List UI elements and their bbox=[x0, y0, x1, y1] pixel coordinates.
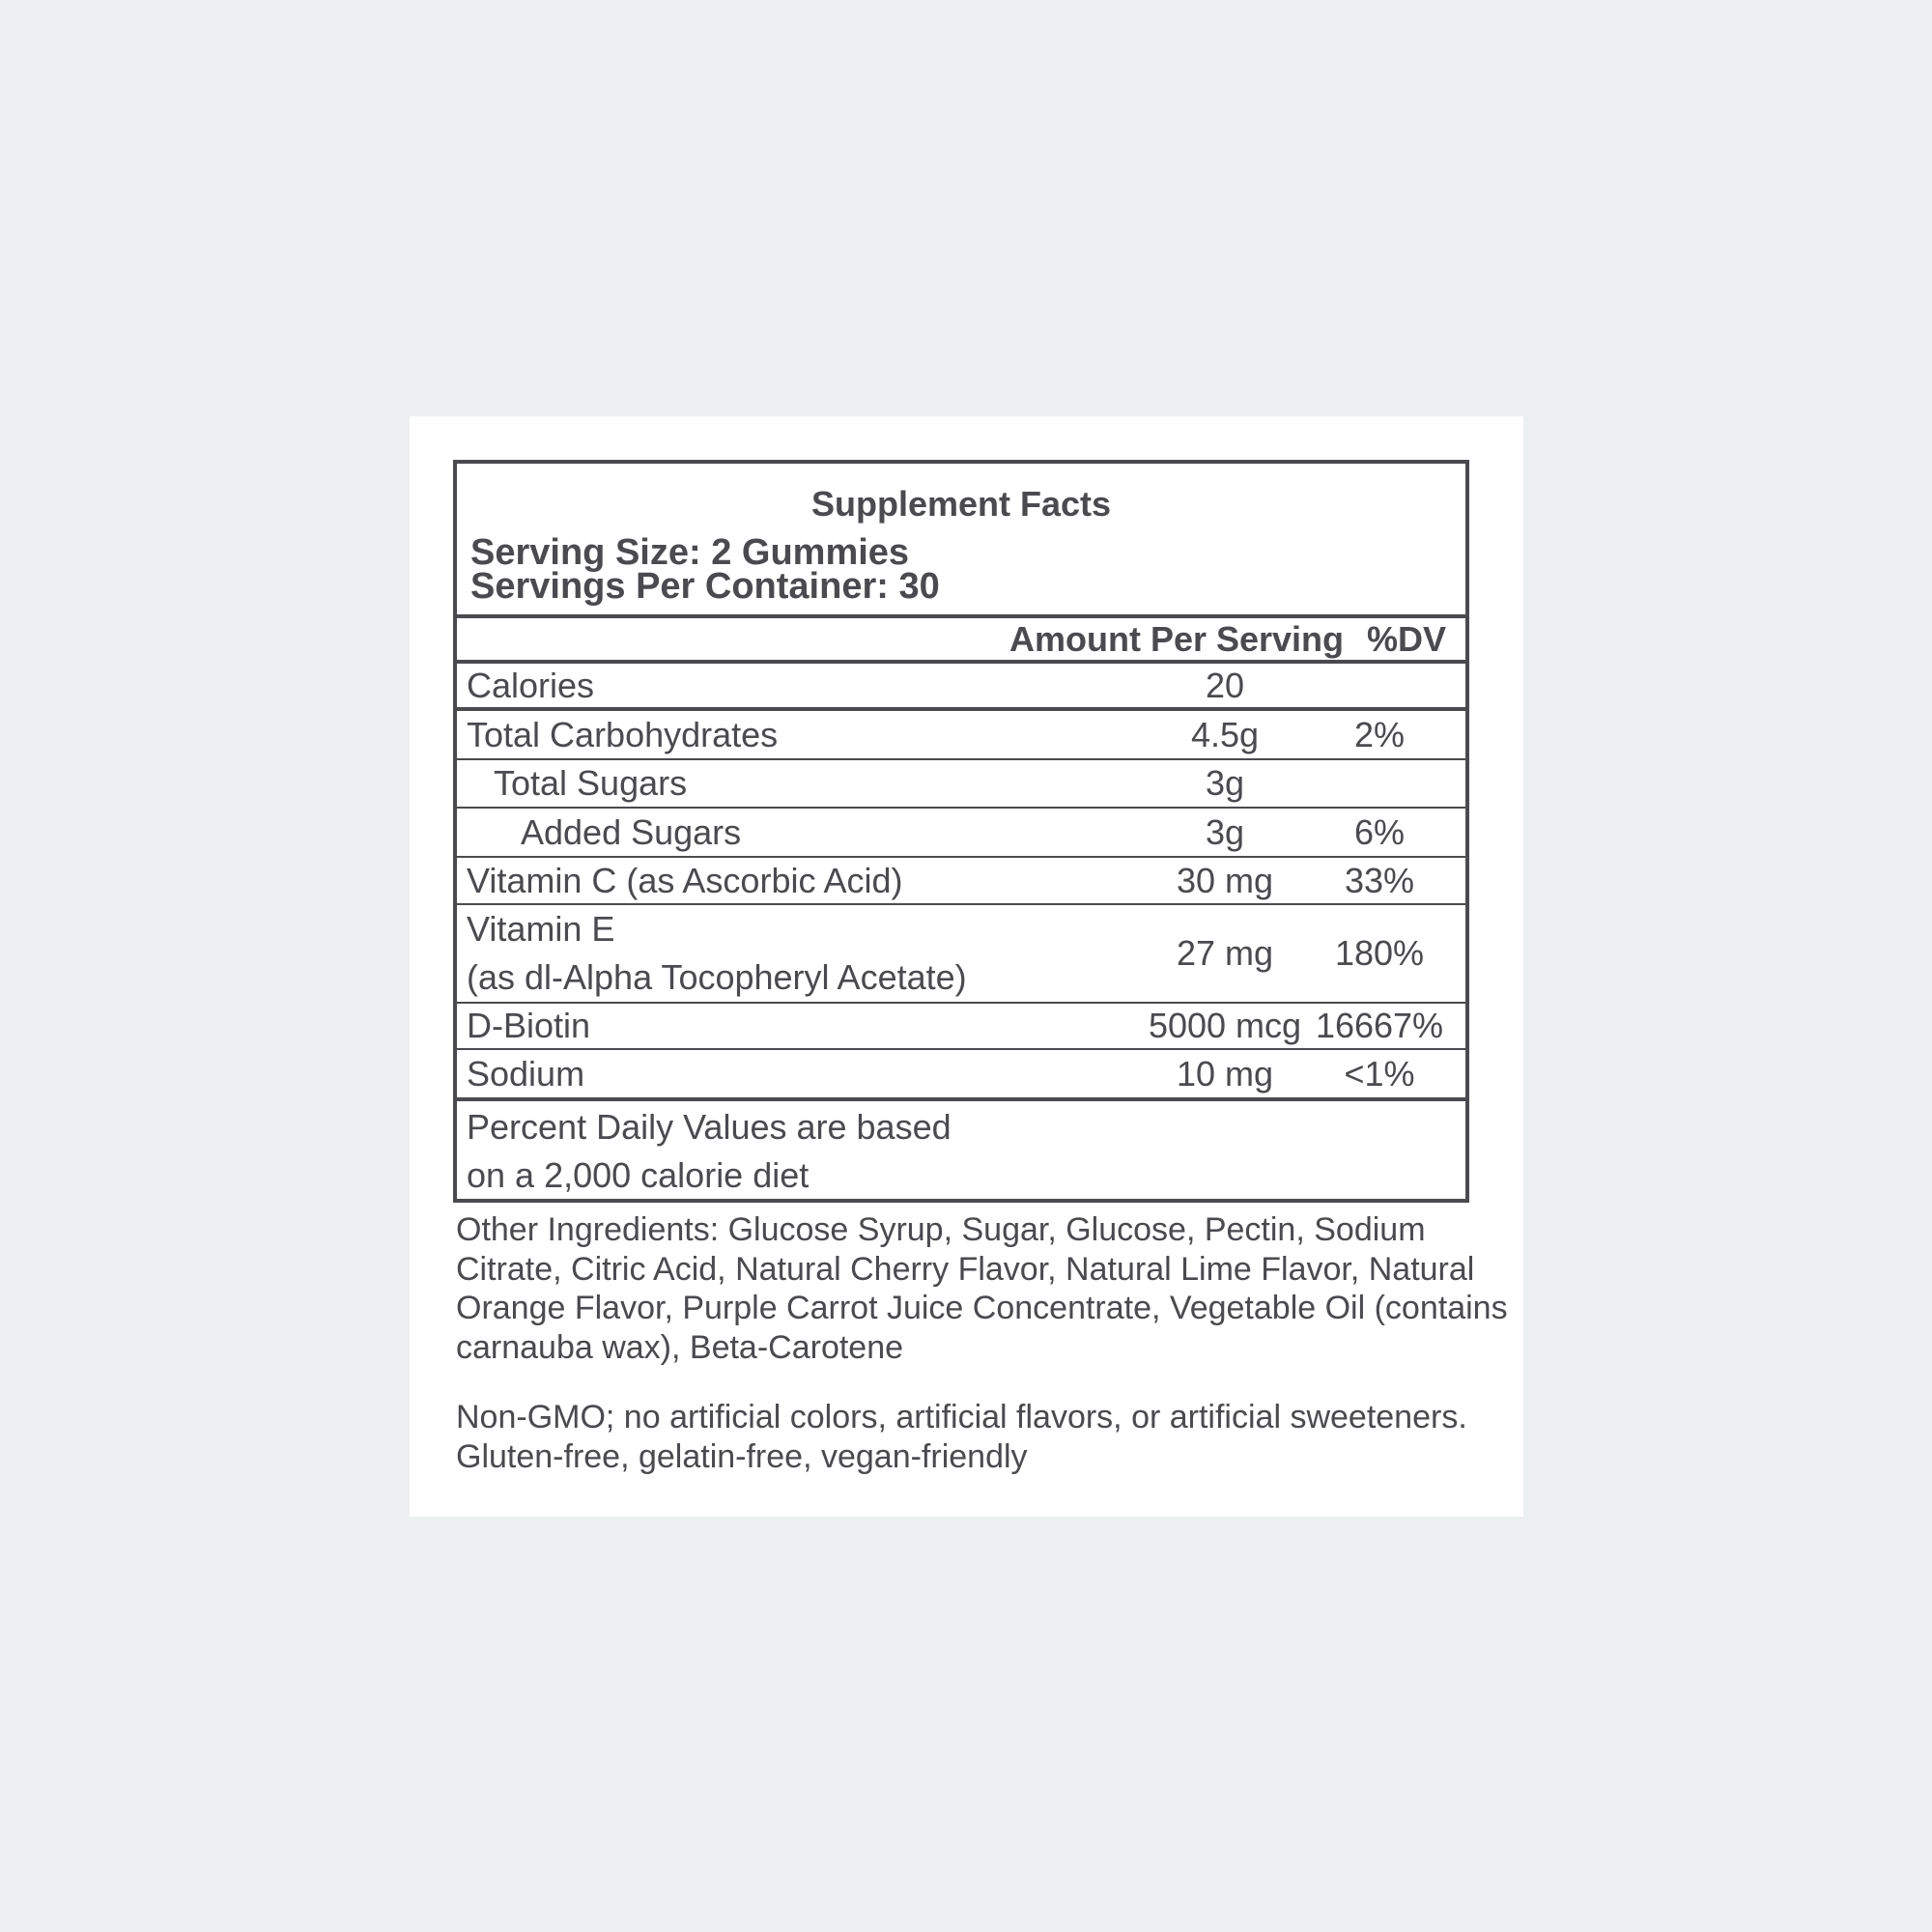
claims-line: Non-GMO; no artificial colors, artificial flavors, or artificial sweeteners. bbox=[456, 1399, 1467, 1435]
nutrient-name: Calories bbox=[467, 665, 595, 705]
nutrient-name: Sodium bbox=[467, 1053, 585, 1094]
nutrient-dv bbox=[1297, 664, 1462, 707]
nutrient-name-detail: (as dl-Alpha Tocopheryl Acetate) bbox=[467, 957, 967, 997]
facts-header bbox=[457, 464, 1465, 618]
claims-line: Gluten-free, gelatin-free, vegan-friendly bbox=[456, 1437, 1028, 1475]
label-card bbox=[410, 416, 1523, 1517]
nutrient-dv: 180% bbox=[1334, 933, 1425, 973]
nutrient-amount: 5000 mcg bbox=[1148, 1006, 1302, 1045]
supplement-facts-table bbox=[453, 460, 1469, 1203]
servings-per-container: Servings Per Container: 30 bbox=[470, 566, 940, 607]
footnote-line: Percent Daily Values are based bbox=[467, 1107, 952, 1147]
table-row bbox=[457, 1004, 1465, 1050]
footnote-line: on a 2,000 calorie diet bbox=[467, 1155, 810, 1195]
nutrient-name-line: Vitamin E bbox=[467, 909, 615, 949]
nutrient-dv: 16667% bbox=[1315, 1006, 1444, 1045]
table-row bbox=[457, 664, 1465, 711]
nutrient-dv: 33% bbox=[1344, 860, 1415, 900]
nutrient-name: Total Sugars bbox=[494, 763, 688, 803]
nutrient-name: Total Carbohydrates bbox=[467, 714, 779, 754]
nutrient-amount: 30 mg bbox=[1176, 860, 1274, 900]
nutrient-name: Vitamin C (as Ascorbic Acid) bbox=[467, 860, 903, 900]
table-row bbox=[457, 1050, 1465, 1101]
table-row bbox=[457, 760, 1465, 809]
ingredients-line: Orange Flavor, Purple Carrot Juice Concentrate, Vegetable Oil (contains bbox=[456, 1290, 1508, 1326]
daily-value-footnote bbox=[457, 1101, 1465, 1199]
table-row bbox=[457, 711, 1465, 760]
nutrient-amount: 3g bbox=[1205, 811, 1245, 852]
nutrient-dv: 6% bbox=[1353, 811, 1406, 852]
table-row bbox=[457, 809, 1465, 858]
table-row bbox=[457, 905, 1465, 1004]
nutrient-amount: 4.5g bbox=[1190, 714, 1260, 754]
nutrient-name: D-Biotin bbox=[467, 1006, 591, 1045]
serving-size: Serving Size: 2 Gummies bbox=[470, 532, 910, 573]
nutrient-amount: 10 mg bbox=[1176, 1053, 1274, 1094]
nutrient-dv: <1% bbox=[1344, 1053, 1415, 1094]
nutrient-dv: 2% bbox=[1353, 714, 1406, 754]
nutrient-amount: 27 mg bbox=[1176, 933, 1274, 973]
ingredients-line: Citrate, Citric Acid, Natural Cherry Flavor, Natural Lime Flavor, Natural bbox=[456, 1250, 1475, 1288]
ingredients-line: carnauba wax), Beta-Carotene bbox=[456, 1328, 904, 1366]
other-ingredients bbox=[456, 1210, 1508, 1367]
nutrient-amount: 20 bbox=[1205, 665, 1245, 705]
nutrient-amount: 3g bbox=[1205, 763, 1245, 803]
amount-column-header: Amount Per Serving bbox=[1009, 618, 1345, 659]
ingredients-line: Other Ingredients: Glucose Syrup, Sugar, Glucose, Pectin, Sodium bbox=[456, 1211, 1426, 1248]
nutrient-name: Added Sugars bbox=[521, 811, 742, 852]
nutrient-name bbox=[467, 905, 967, 1002]
table-row bbox=[457, 858, 1465, 905]
facts-title: Supplement Facts bbox=[810, 484, 1112, 524]
product-claims bbox=[456, 1398, 1499, 1476]
nutrient-dv bbox=[1297, 760, 1462, 807]
column-header-row bbox=[457, 618, 1465, 664]
dv-column-header: %DV bbox=[1367, 618, 1447, 659]
